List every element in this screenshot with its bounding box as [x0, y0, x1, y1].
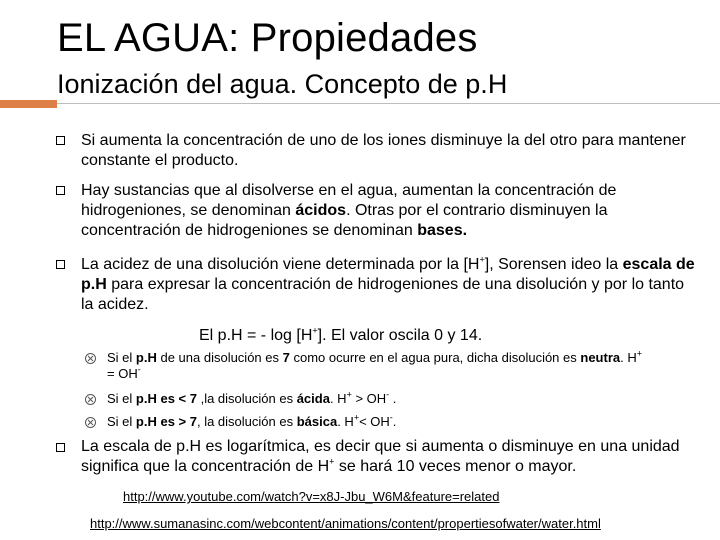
slide-title: EL AGUA: Propiedades — [57, 16, 478, 60]
circle-x-bullet-icon — [85, 394, 96, 405]
square-bullet-icon — [56, 260, 65, 269]
sumanas-link[interactable]: http://www.sumanasinc.com/webcontent/animations/content/propertiesofwater/water.html — [90, 516, 601, 531]
accent-bar — [0, 100, 57, 108]
bullet-text-1: Si aumenta la concentración de uno de los iones disminuye la del otro para mantener constante el producto. — [81, 132, 686, 169]
circle-x-bullet-icon — [85, 417, 96, 428]
bold-term: bases. — [417, 222, 468, 239]
bold-term: ácidos — [295, 202, 347, 219]
sub-bullet-text-3: Si el p.H es > 7, la disolución es básica. H+< OH-. — [107, 412, 397, 429]
youtube-link[interactable]: http://www.youtube.com/watch?v=x8J-Jbu_W6M&feature=related — [123, 489, 500, 504]
square-bullet-icon — [56, 443, 65, 452]
slide-subtitle: Ionización del agua. Concepto de p.H — [57, 69, 508, 99]
title-divider — [57, 103, 720, 104]
sub-bullet-text-2: Si el p.H es < 7 ,la disolución es ácida. H+ > OH- . — [107, 389, 397, 406]
square-bullet-icon — [56, 186, 65, 195]
ph-formula: El p.H = - log [H+]. El valor oscila 0 y 14. — [199, 325, 483, 344]
sub-bullet-text-1: Si el p.H de una disolución es 7 como ocurre en el agua pura, dicha disolución es neutra. H+ = OH- — [107, 348, 642, 381]
circle-x-bullet-icon — [85, 353, 96, 364]
bold-term: escala de p.H — [81, 256, 695, 293]
bullet-text-3: La acidez de una disolución viene determinada por la [H+], Sorensen ideo la escala de p.H para expresar la concentración de hidrogeniones de una disolución y por lo tanto la acidez. — [81, 254, 695, 313]
bullet-text-2: Hay sustancias que al disolverse en el agua, aumentan la concentración de hidrogeniones, se denominan ácidos. Otras por el contrario disminuyen la concentración de hidrogeniones se denominan bases. — [81, 182, 617, 239]
square-bullet-icon — [56, 136, 65, 145]
bullet-text-4: La escala de p.H es logarítmica, es decir que si aumenta o disminuye en una unidad significa que la concentración de H+ se hará 10 veces menor o mayor. — [81, 438, 680, 475]
